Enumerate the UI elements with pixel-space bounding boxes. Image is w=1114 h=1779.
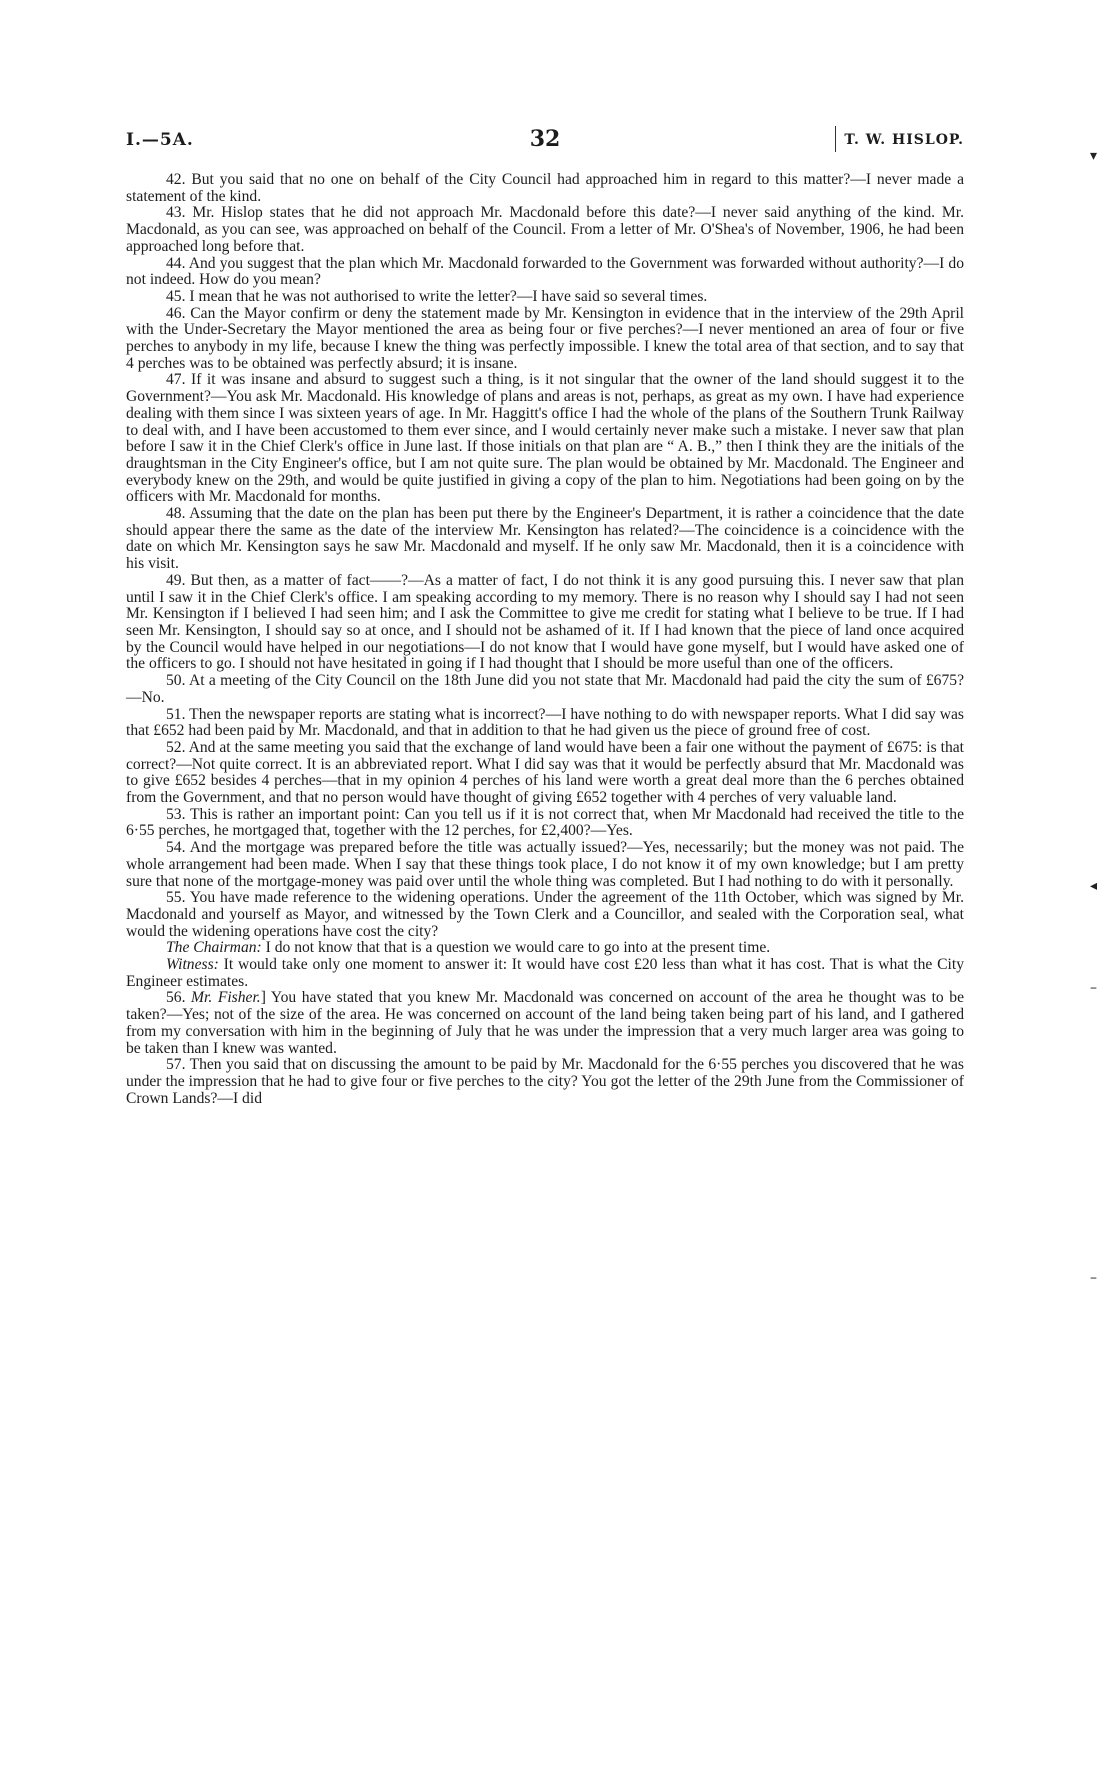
paragraph-text: 54. And the mortgage was prepared before the title was actually issued?—Yes, necessarily; but the money was not paid. The whole arrangement had been made. When I say that these things took place, I do not know it of my own knowledge; but I am pretty sure that none of the mortgage-money was paid over until the whole thing was completed. But I had nothing to do with it personally. [126,839,964,890]
paragraph-text: 49. But then, as a matter of fact——?—As a matter of fact, I do not think it is any good pursuing this. I never saw that plan until I saw it in the Chief Clerk's office. I am speaking according to my memory. There is no reason why I should say I had not seen Mr. Kensington if I believed I had seen him; and I ask the Committee to give me credit for stating what I believe to be true. If I had seen Mr. Kensington, I should say so at once, and I should not be ashamed of it. If I had known that the piece of land once acquired by the Council would have helped in our negotiations—I do not know that I would have gone myself, but I would have asked one of the officers to go. I should not have hesitated in going if I had thought that I should be more useful than one of the officers. [126,571,964,673]
margin-mark: ▾ [1090,148,1098,164]
evidence-paragraph [126,289,964,306]
paragraph-text: 44. And you suggest that the plan which Mr. Macdonald forwarded to the Government was forwarded without authority?—I do not indeed. How do you mean? [126,254,964,289]
evidence-paragraph [126,573,964,673]
evidence-paragraph [126,1057,964,1107]
paragraph-text: 55. You have made reference to the widening operations. Under the agreement of the 11th October, which was signed by Mr. Macdonald and yourself as Mayor, and witnessed by the Town Clerk and a Councillor, and sealed with the Corporation seal, what would the widening operations have cost the city? [126,889,964,940]
evidence-paragraph [126,506,964,573]
paragraph-text: 51. Then the newspaper reports are stating what is incorrect?—I have nothing to do with newspaper reports. What I did say was that £652 had been paid by Mr. Macdonald, and that in addition to that he had given us the piece of ground free of cost. [126,705,964,740]
paragraph-text: 50. At a meeting of the City Council on the 18th June did you not state that Mr. Macdonald had paid the city the sum of £675?—No. [126,672,964,706]
page-number: 32 [529,126,561,152]
margin-mark: – [1090,1270,1097,1286]
document-reference: I.—5A. [126,130,194,150]
paragraph-text: 48. Assuming that the date on the plan has been put there by the Engineer's Department, it is rather a coincidence that the date should appear there the same as the date of the interview Mr. Kensington has related?—The coincidence is a coincidence with the date on which Mr. Kensington says he saw Mr. Macdonald and myself. If he only saw Mr. Macdonald, then it is a coincidence with his visit. [126,505,964,573]
margin-mark: ◂ [1090,878,1098,894]
evidence-paragraph [126,256,964,289]
speaker-name: Witness: [166,956,219,974]
paragraph-text: 57. Then you said that on discussing the amount to be paid by Mr. Macdonald for the 6·55 perches you discovered that he was under the impression that he had to give four or five perches to the city? You got the letter of the 29th June from the Commissioner of Crown Lands?—I did [126,1056,964,1107]
evidence-paragraph [126,172,964,205]
evidence-paragraph [126,372,964,506]
paragraph-text: It would take only one moment to answer it: It would have cost £20 less than what it has cost. That is what the City Engineer estimates. [126,956,964,990]
evidence-paragraph [126,306,964,373]
speaker-name: Mr. Fisher. [191,989,261,1007]
witness-name: T. W. HISLOP. [844,132,964,148]
paragraph-text: 53. This is rather an important point: Can you tell us if it is not correct that, when Mr Macdonald had received the title to the 6·55 perches, he mortgaged that, together with the 12 perches, for £2,400?—Yes. [126,805,964,840]
evidence-paragraph [126,205,964,255]
paragraph-text: 42. But you said that no one on behalf of the City Council had approached him in regard to this matter?—I never made a statement of the kind. [126,171,964,205]
evidence-paragraph [126,840,964,890]
evidence-paragraph [126,990,964,1057]
question-number: 56. [166,989,192,1007]
evidence-paragraph [126,807,964,840]
evidence-paragraph [126,707,964,740]
paragraph-text: 43. Mr. Hislop states that he did not approach Mr. Macdonald before this date?—I never said anything of the kind. Mr. Macdonald, as you can see, was approached on behalf of the Council. From a letter of Mr. O'Shea's of November, 1906, he had been approached long before that. [126,204,964,255]
paragraph-text: I do not know that that is a question we would care to go into at the present time. [261,939,771,957]
evidence-paragraph [126,957,964,990]
speaker-name: The Chairman: [166,939,262,957]
page-header [126,126,964,156]
paragraph-text: 46. Can the Mayor confirm or deny the statement made by Mr. Kensington in evidence that in the interview of the 29th April with the Under-Secretary the Mayor mentioned the area as being four or five perches?—I never mentioned an area of four or five perches to anybody in my life, because I knew the thing was perfectly impossible. I knew the total area of that section, and to say that 4 perches was to be obtained was perfectly absurd; it is insane. [126,304,964,372]
evidence-paragraph [126,673,964,706]
paragraph-text: ] You have stated that you knew Mr. Macdonald was concerned on account of the area he thought was to be taken?—Yes; not of the size of the area. He was concerned on account of the land being taken being part of his land, and I gathered from my conversation with him in the beginning of July that he was under the impression that a very much larger area was going to be taken than I knew was wanted. [126,989,964,1057]
evidence-paragraph [126,740,964,807]
margin-mark: – [1090,980,1097,996]
paragraph-text: 45. I mean that he was not authorised to write the letter?—I have said so several times. [166,287,708,305]
paragraph-text: 47. If it was insane and absurd to suggest such a thing, is it not singular that the owner of the land should suggest it to the Government?—You ask Mr. Macdonald. His knowledge of plans and areas is not, perhaps, as great as my own. I have had experience dealing with them since I was sixteen years of age. In Mr. Haggitt's office I had the whole of the plans of the Southern Trunk Railway to deal with, and I have been accustomed to them ever since, and I would certainly never make such a mistake. I never saw that plan before I saw it in the Chief Clerk's office in June last. If those initials on that plan are “ A. B.,” then I think they are the initials of the draughtsman in the City Engineer's office, but I am not quite sure. The plan would be obtained by Mr. Macdonald. The Engineer and everybody knew on the 29th, and would be quite justified in giving a copy of the plan to him. Negotiations had been going on by the officers with Mr. Macdonald for months. [126,371,964,506]
paragraph-text: 52. And at the same meeting you said that the exchange of land would have been a fair one without the payment of £675: is that correct?—Not quite correct. It is an abbreviated report. What I did say was that it would be perfectly absurd that Mr. Macdonald was to give £652 besides 4 perches—that in my opinion 4 perches of his land were worth a great deal more than the 6 perches obtained from the Government, and that no person would have thought of giving £652 together with 4 perches of very valuable land. [126,738,964,807]
evidence-paragraph [126,890,964,940]
evidence-text [126,172,964,1107]
evidence-paragraph [126,940,964,957]
